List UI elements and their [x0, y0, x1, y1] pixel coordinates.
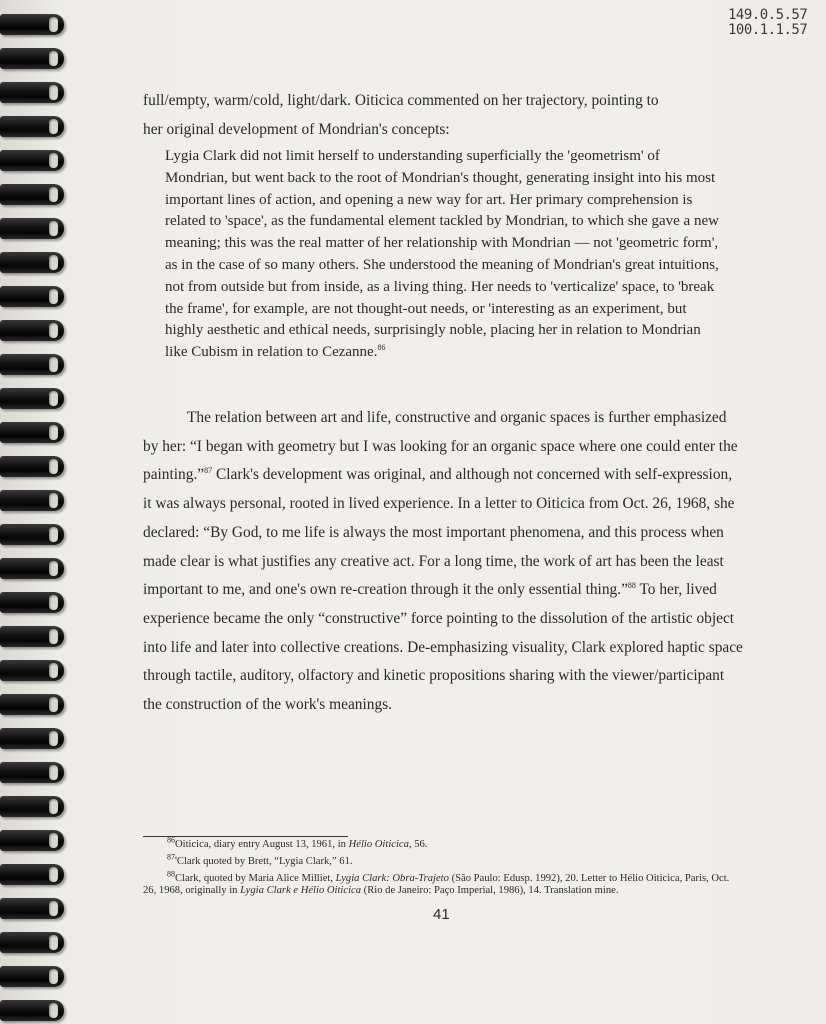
- binding-coil: [0, 354, 64, 375]
- binding-coil: [0, 422, 64, 443]
- footnote-ref[interactable]: 86: [377, 343, 386, 353]
- footnote-number: 86: [167, 835, 175, 845]
- block-quote: [165, 146, 725, 364]
- archive-stamp: [728, 8, 820, 38]
- stamp-line: 100.1.1.57: [728, 22, 808, 38]
- intro-line: full/empty, warm/cold, light/dark. Oiticica commented on her trajectory, pointing to: [143, 92, 659, 109]
- binding-coil: [0, 932, 64, 953]
- binding-coil: [0, 558, 64, 579]
- footnote-text: , 56.: [408, 839, 428, 850]
- footnote-text: (São Paulo: Edusp. 1992), 20. Letter to Hélio Oiticica, Paris, Oct. 26, 1968, originally in: [143, 872, 730, 897]
- binding-coil: [0, 150, 64, 171]
- body-text: To her, lived experience became the only “constructive” force pointing to the dissolution of the artistic object into life and later into collective creations. De-emphasizing visuality, Clark explored haptic space through tactile, auditory, olfactory and kinetic propositions sharing with the viewer/participant the construction of the work's meanings.: [143, 581, 743, 714]
- binding-coil: [0, 762, 64, 783]
- intro-paragraph: [143, 87, 743, 144]
- footnote-ref[interactable]: 87: [204, 466, 213, 476]
- spiral-binding: [0, 0, 70, 1024]
- binding-coil: [0, 320, 64, 341]
- footnote-text: 'Clark quoted by Brett, “Lygia Clark,” 61.: [175, 856, 353, 868]
- binding-coil: [0, 728, 64, 749]
- stamp-line: 149.0.5.57: [728, 7, 808, 23]
- binding-coil: [0, 218, 64, 239]
- binding-coil: [0, 490, 64, 511]
- footnote-title: Lygia Clark e Hélio Oiticica: [240, 885, 362, 897]
- quote-text: Lygia Clark did not limit herself to understanding superficially the 'geometrism' of Mondrian, but went back to the root of Mondrian's thought, generating insight into his most important lines of action, and opening a new way for art. Her primary comprehension is related to 'space', as the fundamental element tackled by Mondrian, to which she gave a new meaning; this was the real matter of her relationship with Mondrian — not 'geometric form', as in the case of so many others. She understood the meaning of Mondrian's great intuitions, not from outside but from inside, as a living thing. Her needs to 'verticalize' space, to 'break the frame', for example, are not thought-out needs, or 'interesting as an experiment, but highly aesthetic and ethical needs, surprisingly noble, placing her in relation to Mondrian like Cubism in relation to Cezanne.: [165, 148, 719, 361]
- footnote-text: (Rio de Janeiro: Paço Imperial, 1986), 14. Translation mine.: [361, 885, 619, 897]
- binding-coil: [0, 626, 64, 647]
- binding-coil: [0, 524, 64, 545]
- binding-coil: [0, 1000, 64, 1021]
- body-text: Clark's development was original, and although not concerned with self-expression, it was always personal, rooted in lived experience. In a letter to Oiticica from Oct. 26, 1968, she declared: “By God, to me life is always the most important phenomena, and this process when made clear is what justifies any creative act. For a long time, the work of art has been the least important to me, and one's own re-creation through it the only essential thing.”: [143, 466, 735, 599]
- binding-coil: [0, 966, 64, 987]
- footnote-number: 87: [167, 852, 175, 862]
- binding-coil: [0, 82, 64, 103]
- binding-coil: [0, 286, 64, 307]
- intro-line: her original development of Mondrian's concepts:: [143, 120, 450, 138]
- footnote-86: [143, 835, 743, 851]
- footnote-number: 88: [167, 869, 175, 879]
- page-number: 41: [433, 906, 450, 923]
- footnote-text: Oiticica, diary entry August 13, 1961, in: [175, 839, 349, 850]
- footnote-ref[interactable]: 88: [627, 581, 636, 591]
- footnote-text: Clark, quoted by Maria Alice Milliet,: [175, 872, 336, 884]
- binding-coil: [0, 830, 64, 851]
- binding-coil: [0, 14, 64, 35]
- binding-coil: [0, 116, 64, 137]
- binding-coil: [0, 898, 64, 919]
- binding-coil: [0, 48, 64, 69]
- body-paragraph: [143, 404, 743, 720]
- body-text: The relation between art and life, constructive and organic spaces is further emphasized by her: “I began with geometry but I was looking for an organic space where one could enter the painting.”: [143, 409, 738, 484]
- binding-coil: [0, 864, 64, 885]
- footnote-title: Hélio Oiticica: [348, 839, 409, 850]
- binding-coil: [0, 796, 64, 817]
- binding-coil: [0, 694, 64, 715]
- binding-coil: [0, 388, 64, 409]
- footnote-title: Lygia Clark: Obra-Trajeto: [335, 872, 449, 884]
- binding-coil: [0, 456, 64, 477]
- binding-coil: [0, 660, 64, 681]
- footnotes: [143, 835, 743, 898]
- binding-coil: [0, 592, 64, 613]
- binding-coil: [0, 184, 64, 205]
- binding-coil: [0, 252, 64, 273]
- footnote-87: [143, 852, 743, 868]
- footnote-88: [143, 869, 743, 898]
